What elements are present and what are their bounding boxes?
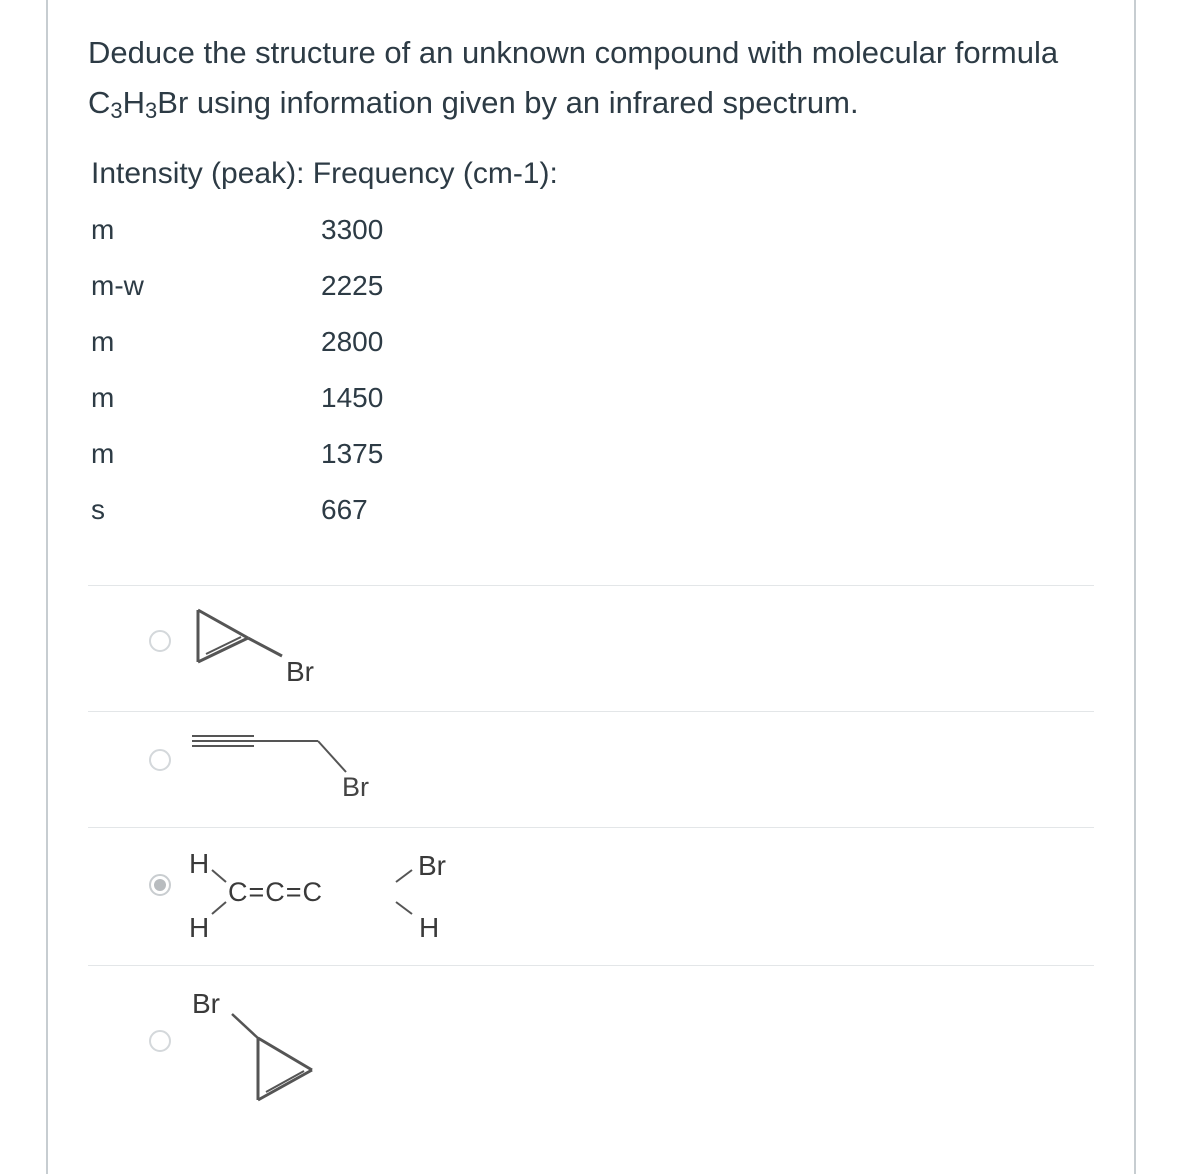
ir-frequency: 2800 [321,326,384,357]
answer-option-d[interactable] [88,966,1094,1174]
ir-intensity: m-w [91,270,144,301]
ir-row [91,264,491,320]
formula-c: C [88,85,111,120]
structure-bromocyclopropene [228,1008,338,1118]
hydrogen-label: H [189,912,210,943]
ir-row [91,320,491,376]
ir-row [91,488,491,544]
formula-rest: Br using information given by an infrared spectrum. [157,85,859,120]
ir-frequency: 667 [321,494,368,525]
answer-radio-c[interactable] [149,874,171,896]
formula-h-sub: 3 [145,98,158,123]
bromine-label: Br [286,656,314,687]
ir-table-header: Intensity (peak): Frequency (cm-1): [91,157,558,190]
bromine-label: Br [418,850,446,881]
formula-c-sub: 3 [110,98,123,123]
ir-intensity: m [91,382,115,413]
ir-frequency: 1375 [321,438,384,469]
answer-option-c[interactable] [88,828,1094,965]
formula-h: H [122,85,146,120]
ir-row [91,376,491,432]
ir-intensity: m [91,326,115,357]
ir-row [91,432,491,488]
question-text [88,28,1118,128]
answer-radio-a[interactable] [149,630,171,652]
allene-chain-label: C=C=C [228,877,324,907]
ir-intensity: s [91,494,105,525]
ir-intensity: m [91,438,115,469]
answer-option-a[interactable] [88,586,1094,711]
hydrogen-label: H [419,912,440,943]
answer-radio-d[interactable] [149,1030,171,1052]
ir-frequency: 2225 [321,270,384,301]
ir-frequency: 3300 [321,214,384,245]
structure-propargyl-bromide [188,726,368,786]
answer-option-b[interactable] [88,712,1094,827]
ir-row [91,208,491,264]
frame-left-border [46,0,48,1174]
hydrogen-label: H [189,848,210,879]
question-line-2 [88,78,1118,128]
ir-intensity: m [91,214,115,245]
ir-frequency: 1450 [321,382,384,413]
frame-right-border [1134,0,1136,1174]
answer-radio-b[interactable] [149,749,171,771]
question-line-1: Deduce the structure of an unknown compound with molecular formula [88,35,1059,70]
bromine-label: Br [192,988,220,1019]
ir-table [91,208,491,544]
bromine-label: Br [342,772,369,802]
